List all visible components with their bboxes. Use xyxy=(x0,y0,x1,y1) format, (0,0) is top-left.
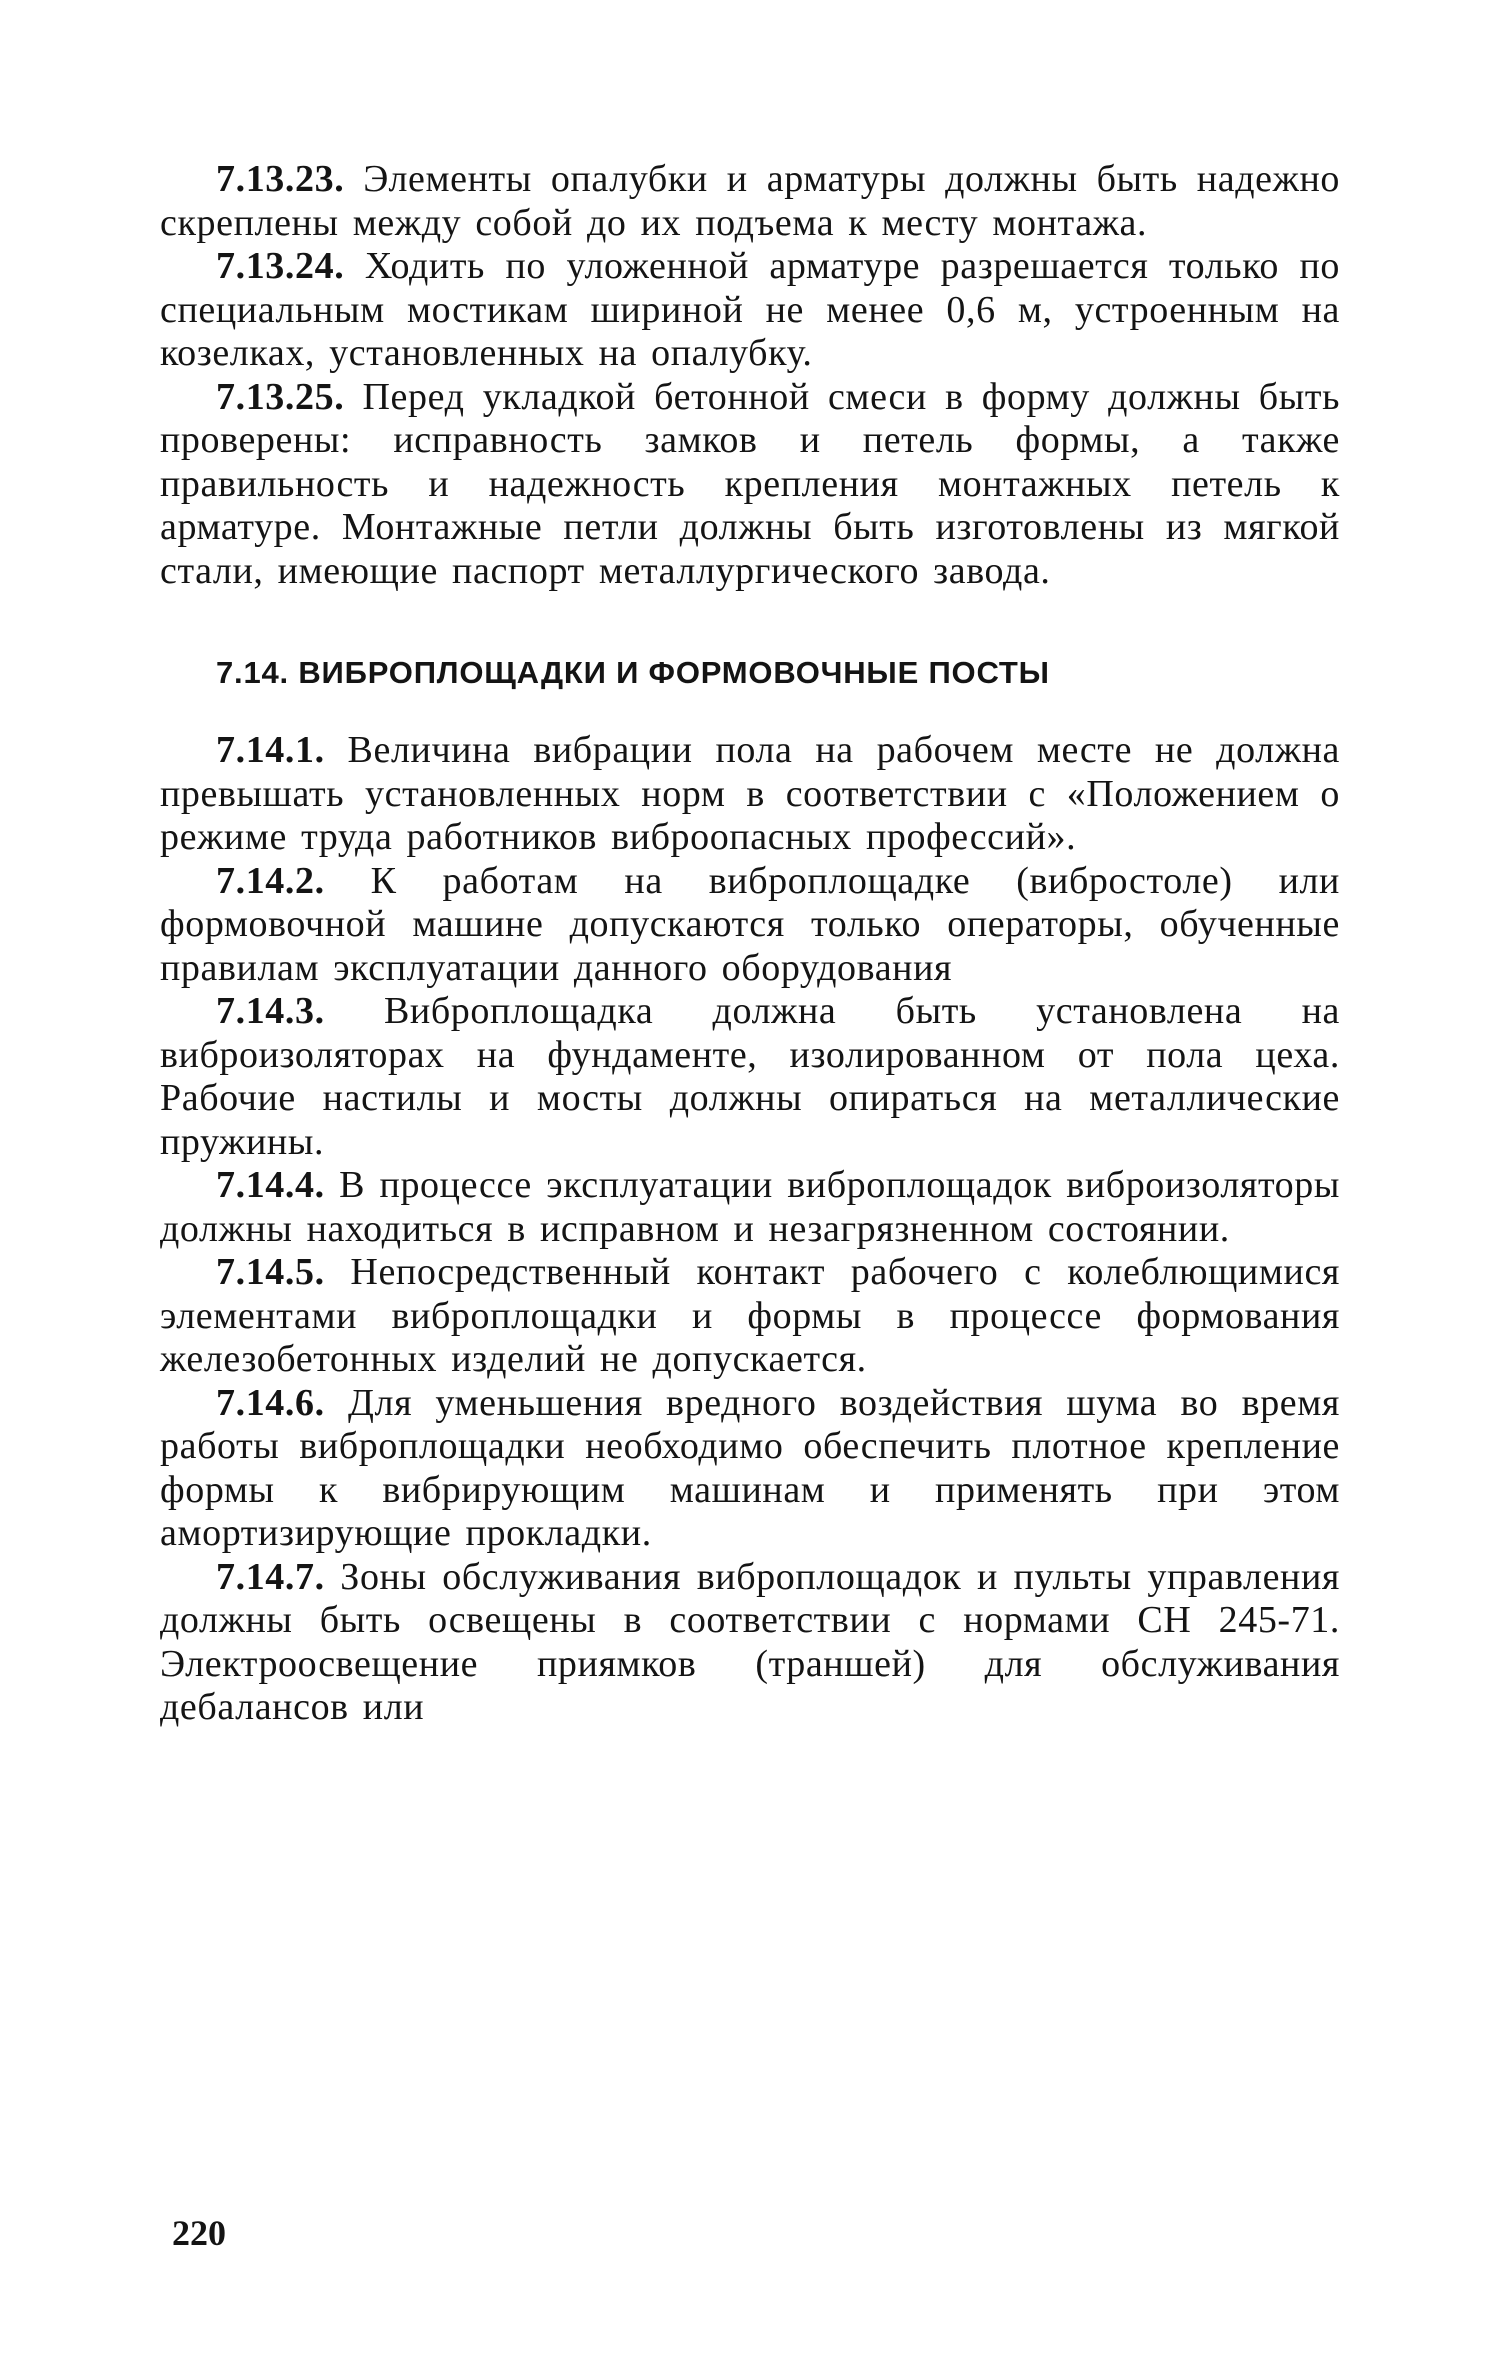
clause-number: 7.14.6. xyxy=(216,1381,325,1424)
clause-number: 7.14.3. xyxy=(216,990,325,1032)
paragraph-7-14-7 xyxy=(160,1556,1340,1730)
paragraph-7-14-6 xyxy=(160,1382,1340,1556)
clause-text: К работам на виброплощадке (вибростоле) или формовочной машине допускаются только операторы, обученные правилам эксплуатации данного оборудования xyxy=(160,859,1340,989)
paragraph-7-13-25 xyxy=(160,376,1340,594)
page-number: 220 xyxy=(172,2213,226,2253)
clause-text: Элементы опалубки и арматуры должны быть надежно скреплены между собой до их подъема к месту монтажа. xyxy=(160,158,1340,244)
clause-number: 7.14.2. xyxy=(216,859,325,902)
clause-text: Непосредственный контакт рабочего с колеблющимися элементами виброплощадки и формы в процессе формования железобетонных изделий не допускается. xyxy=(160,1251,1340,1380)
clause-number: 7.13.24. xyxy=(216,245,345,287)
paragraph-7-14-5 xyxy=(160,1251,1340,1382)
clause-text: Для уменьшения вредного воздействия шума во время работы виброплощадки необходимо обеспечить плотное крепление формы к вибрирующим машинам и применять при этом амортизирующие прокладки. xyxy=(160,1381,1340,1554)
clause-number: 7.14.4. xyxy=(216,1164,325,1206)
clause-text: Перед укладкой бетонной смеси в форму должны быть проверены: исправность замков и петель формы, а также правильность и надежность крепления монтажных петель к арматуре. Монтажные петли должны быть изготовлены из мягкой стали, имеющие паспорт металлургического завода. xyxy=(160,375,1340,592)
paragraph-7-13-24 xyxy=(160,245,1340,376)
paragraph-7-14-4 xyxy=(160,1164,1340,1251)
clause-number: 7.14.7. xyxy=(216,1555,325,1598)
clause-number: 7.13.23. xyxy=(216,158,345,200)
section-heading: 7.14. ВИБРОПЛОЩАДКИ И ФОРМОВОЧНЫЕ ПОСТЫ xyxy=(216,655,1050,690)
clause-text: В процессе эксплуатации виброплощадок виброизоляторы должны находиться в исправном и незагрязненном состоянии. xyxy=(160,1164,1340,1250)
clause-text: Виброплощадка должна быть установлена на виброизоляторах на фундаменте, изолированном от пола цеха. Рабочие настилы и мосты должны опираться на металлические пружины. xyxy=(160,990,1340,1163)
paragraph-7-13-23 xyxy=(160,158,1340,245)
paragraph-7-14-2 xyxy=(160,860,1340,991)
paragraph-7-14-1 xyxy=(160,729,1340,860)
clause-number: 7.13.25. xyxy=(216,375,345,418)
paragraph-7-14-3 xyxy=(160,990,1340,1164)
clause-text: Ходить по уложенной арматуре разрешается только по специальным мостикам шириной не менее 0,6 м, устроенным на козелках, установленных на опалубку. xyxy=(160,245,1340,374)
clause-number: 7.14.5. xyxy=(216,1251,325,1293)
page-body xyxy=(160,158,1340,1730)
clause-text: Величина вибрации пола на рабочем месте не должна превышать установленных норм в соответствии с «Положением о режиме труда работников виброопасных профессий». xyxy=(160,729,1340,858)
clause-text: Зоны обслуживания виброплощадок и пульты управления должны быть освещены в соответствии с нормами СН 245-71. Электроосвещение приямков (траншей) для обслуживания дебалансов или xyxy=(160,1555,1340,1728)
clause-number: 7.14.1. xyxy=(216,729,325,771)
